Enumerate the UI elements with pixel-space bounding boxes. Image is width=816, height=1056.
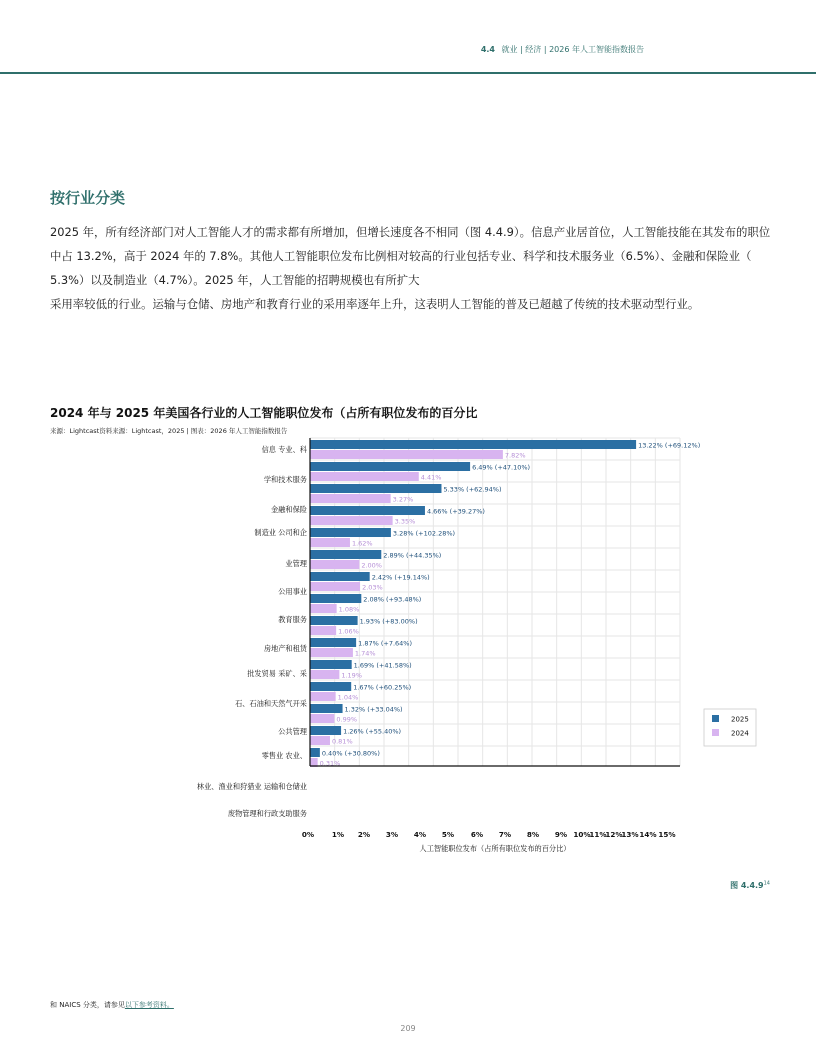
- category-label: 公用事业: [278, 587, 307, 596]
- bar-2024: [310, 648, 353, 657]
- data-label-2024: 1.04%: [337, 693, 359, 702]
- figure-footnote-ref: 14: [763, 880, 770, 887]
- x-tick-label: 3%: [385, 830, 399, 839]
- x-tick-label: 13%: [621, 830, 639, 839]
- legend-label-2025: 2025: [731, 715, 749, 724]
- data-label-2025: 0.40% (+30.80%): [321, 749, 380, 758]
- bar-2025: [310, 572, 370, 581]
- category-label: 公共管理: [278, 727, 307, 736]
- data-label-2025: 1.87% (+7.64%): [358, 639, 413, 648]
- x-tick-label: 2%: [357, 830, 371, 839]
- data-label-2025: 13.22% (+69.12%): [638, 441, 701, 450]
- data-label-2024: 1.62%: [351, 539, 373, 548]
- section-title: 按行业分类: [50, 189, 126, 207]
- data-label-2025: 1.67% (+60.25%): [353, 683, 412, 692]
- paragraph-line: 5.3%）以及制造业（4.7%）。2025 年，人工智能的招聘规模也有所扩大: [50, 273, 420, 287]
- bar-2025: [310, 726, 341, 735]
- bar-2024: [310, 582, 360, 591]
- bar-2025: [310, 704, 343, 713]
- footnote-reference-link[interactable]: 以下参考资料。: [124, 1001, 174, 1009]
- page-number: 209: [400, 1024, 416, 1033]
- chart-source: 来源：Lightcast资料来源：Lightcast，2025 | 图表：2026 年人工智能指数报告: [50, 427, 288, 435]
- bar-2024: [310, 626, 336, 635]
- category-label: 制造业 公司和企: [254, 528, 307, 537]
- x-tick-label: 4%: [413, 830, 427, 839]
- category-label: 废物管理和行政支助服务: [227, 809, 307, 818]
- category-label: 金融和保险: [271, 505, 307, 514]
- paragraph-line: 采用率较低的行业。运输与仓储、房地产和教育行业的采用率逐年上升，这表明人工智能的普及已超越了传统的技术驱动型行业。: [50, 297, 700, 311]
- data-label-2024: 0.31%: [319, 759, 341, 768]
- data-label-2024: 0.81%: [331, 737, 353, 746]
- bar-2024: [310, 472, 419, 481]
- bar-2025: [310, 616, 358, 625]
- bar-2024: [310, 714, 334, 723]
- category-label: 信息 专业、科: [261, 445, 307, 454]
- legend-swatch-2025: [712, 715, 719, 722]
- bar-2025: [310, 506, 425, 515]
- data-label-2025: 1.93% (+83.00%): [359, 617, 418, 626]
- x-tick-label: 7%: [498, 830, 512, 839]
- bar-2024: [310, 736, 330, 745]
- bar-2024: [310, 670, 339, 679]
- data-label-2024: 4.41%: [420, 473, 442, 482]
- data-label-2024: 1.19%: [341, 671, 363, 680]
- x-tick-label: 9%: [554, 830, 568, 839]
- data-label-2025: 3.28% (+102.28%): [392, 529, 456, 538]
- figure-number: 图 4.4.9: [730, 881, 764, 890]
- data-label-2025: 6.49% (+47.10%): [472, 463, 531, 472]
- x-tick-label: 12%: [605, 830, 623, 839]
- header-section-number: 4.4: [480, 45, 495, 54]
- data-label-2024: 3.35%: [394, 517, 416, 526]
- data-label-2025: 2.08% (+93.48%): [363, 595, 422, 604]
- bar-2025: [310, 484, 441, 493]
- bar-2025: [310, 660, 352, 669]
- x-tick-label: 0%: [301, 830, 315, 839]
- x-tick-label: 6%: [470, 830, 484, 839]
- bar-2024: [310, 516, 393, 525]
- category-label: 教育服务: [278, 615, 307, 624]
- bar-2025: [310, 748, 320, 757]
- paragraph-line: 2025 年，所有经济部门对人工智能人才的需求都有所增加，但增长速度各不相同（图 4.4.9）。信息产业居首位，人工智能技能在其发布的职位: [50, 225, 771, 239]
- bar-2025: [310, 528, 391, 537]
- x-tick-label: 1%: [331, 830, 345, 839]
- footnote-text: 和 NAICS 分类，请参见: [50, 1001, 125, 1009]
- category-label: 学和技术服务: [263, 475, 307, 484]
- data-label-2025: 5.33% (+62.94%): [443, 485, 502, 494]
- paragraph-line: 中占 13.2%，高于 2024 年的 7.8%。其他人工智能职位发布比例相对较高的行业包括专业、科学和技术服务业（6.5%）、金融和保险业（: [50, 249, 752, 263]
- x-axis-title: 人工智能职位发布（占所有职位发布的百分比）: [419, 844, 571, 853]
- bar-2024: [310, 560, 359, 569]
- data-label-2025: 2.89% (+44.35%): [383, 551, 442, 560]
- data-label-2024: 1.06%: [338, 627, 359, 636]
- chart-title: 2024 年与 2025 年美国各行业的人工智能职位发布（占所有职位发布的百分比: [50, 406, 478, 420]
- category-label: 零售业 农业、: [261, 751, 307, 760]
- bar-2025: [310, 440, 636, 449]
- data-label-2024: 2.03%: [362, 583, 383, 592]
- bar-2024: [310, 450, 503, 459]
- category-label: 批发贸易 采矿、采: [247, 669, 307, 678]
- bar-2024: [310, 604, 337, 613]
- x-tick-label: 15%: [658, 830, 676, 839]
- footnote: [50, 1000, 174, 1010]
- data-label-2024: 3.27%: [392, 495, 414, 504]
- data-label-2024: 1.08%: [338, 605, 360, 614]
- header-path: 就业 | 经济 | 2026 年人工智能指数报告: [501, 45, 644, 54]
- category-label: 林业、渔业和狩猎业 运输和仓储业: [196, 782, 307, 791]
- category-label: 石、石油和天然气开采: [235, 699, 307, 708]
- data-label-2025: 1.26% (+55.40%): [343, 727, 402, 736]
- bar-2025: [310, 682, 351, 691]
- data-label-2024: 2.00%: [361, 561, 382, 570]
- bar-2025: [310, 462, 470, 471]
- bar-2024: [310, 494, 391, 503]
- bar-2024: [310, 692, 336, 701]
- data-label-2025: 4.66% (+39.27%): [426, 507, 485, 516]
- legend-swatch-2024: [712, 729, 719, 736]
- category-label: 房地产和租赁: [263, 644, 307, 653]
- category-label: 业管理: [285, 559, 307, 568]
- legend-label-2024: 2024: [731, 729, 749, 738]
- data-label-2025: 1.32% (+33.04%): [344, 705, 403, 714]
- data-label-2025: 1.69% (+41.58%): [353, 661, 412, 670]
- figure-label: [730, 880, 770, 891]
- bar-2025: [310, 594, 361, 603]
- bar-2024: [310, 538, 350, 547]
- x-tick-label: 11%: [589, 830, 607, 839]
- data-label-2025: 2.42% (+19.14%): [371, 573, 430, 582]
- x-tick-label: 14%: [639, 830, 657, 839]
- x-tick-label: 8%: [526, 830, 540, 839]
- data-label-2024: 7.82%: [504, 451, 526, 460]
- bar-2025: [310, 550, 381, 559]
- data-label-2024: 1.74%: [354, 649, 376, 658]
- data-label-2024: 0.99%: [336, 715, 358, 724]
- x-tick-label: 10%: [573, 830, 591, 839]
- bar-2025: [310, 638, 356, 647]
- x-tick-label: 5%: [441, 830, 455, 839]
